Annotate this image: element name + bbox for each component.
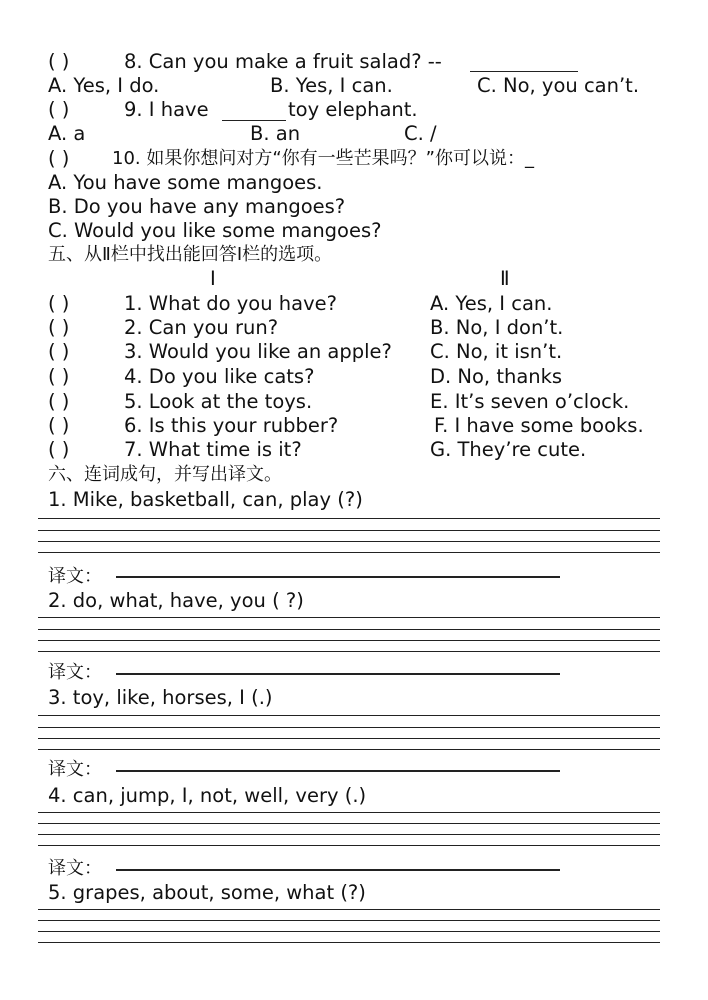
match-answer-e: E. It’s seven o’clock. <box>430 390 630 413</box>
q10-option-b[interactable]: B. Do you have any mangoes? <box>48 195 346 218</box>
translation-line-4[interactable] <box>116 869 560 871</box>
match-paren-7[interactable]: ( ) <box>48 438 70 461</box>
translation-line-3[interactable] <box>116 770 560 772</box>
match-paren-1[interactable]: ( ) <box>48 292 70 315</box>
column-1-header: Ⅰ <box>210 267 216 290</box>
q10-option-a[interactable]: A. You have some mangoes. <box>48 171 323 194</box>
writing-line[interactable] <box>38 942 660 943</box>
match-answer-f: F. I have some books. <box>434 414 644 437</box>
q8-option-a[interactable]: A. Yes, I do. <box>48 74 160 97</box>
writing-line[interactable] <box>38 640 660 641</box>
writing-line[interactable] <box>38 530 660 531</box>
reorder-item-1: 1. Mike, basketball, can, play (?) <box>48 488 363 511</box>
writing-line[interactable] <box>38 920 660 921</box>
translation-line-2[interactable] <box>116 673 560 675</box>
match-answer-b: B. No, I don’t. <box>430 316 564 339</box>
match-answer-a: A. Yes, I can. <box>430 292 553 315</box>
q10-text: 10. 如果你想问对方“你有一些芒果吗？”你可以说：_ <box>112 148 534 169</box>
match-question-2: 2. Can you run? <box>124 316 279 339</box>
writing-line[interactable] <box>38 651 660 652</box>
q9-paren[interactable]: ( ) <box>48 98 70 121</box>
match-question-7: 7. What time is it? <box>124 438 302 461</box>
q9-text-after: toy elephant. <box>288 98 418 121</box>
reorder-item-4: 4. can, jump, I, not, well, very (.) <box>48 784 367 807</box>
match-paren-5[interactable]: ( ) <box>48 390 70 413</box>
translation-label-4: 译文： <box>48 858 102 879</box>
section6-heading: 六、连词成句，并写出译文。 <box>48 464 282 485</box>
writing-line[interactable] <box>38 727 660 728</box>
match-answer-c: C. No, it isn’t. <box>430 340 563 363</box>
match-paren-3[interactable]: ( ) <box>48 340 70 363</box>
reorder-item-3: 3. toy, like, horses, I (.) <box>48 686 273 709</box>
writing-line[interactable] <box>38 909 660 910</box>
q8-answer-blank[interactable] <box>470 53 578 72</box>
q8-option-c[interactable]: C. No, you can’t. <box>477 74 640 97</box>
writing-line[interactable] <box>38 715 660 716</box>
match-answer-d: D. No, thanks <box>430 365 563 388</box>
q10-paren[interactable]: ( ) <box>48 147 70 170</box>
q10-option-c[interactable]: C. Would you like some mangoes? <box>48 219 382 242</box>
writing-line[interactable] <box>38 931 660 932</box>
translation-label-3: 译文： <box>48 759 102 780</box>
match-question-4: 4. Do you like cats? <box>124 365 315 388</box>
match-question-3: 3. Would you like an apple? <box>124 340 392 363</box>
match-question-5: 5. Look at the toys. <box>124 390 313 413</box>
reorder-item-2: 2. do, what, have, you ( ?) <box>48 589 304 612</box>
match-answer-g: G. They’re cute. <box>430 438 587 461</box>
match-paren-2[interactable]: ( ) <box>48 316 70 339</box>
match-question-1: 1. What do you have? <box>124 292 337 315</box>
writing-line[interactable] <box>38 834 660 835</box>
writing-line[interactable] <box>38 518 660 519</box>
q8-text: 8. Can you make a fruit salad? -- <box>124 50 442 73</box>
q9-option-a[interactable]: A. a <box>48 122 86 145</box>
match-paren-6[interactable]: ( ) <box>48 414 70 437</box>
q9-text-before: 9. I have <box>124 98 209 121</box>
section5-heading: 五、从Ⅱ栏中找出能回答Ⅰ栏的选项。 <box>48 244 333 265</box>
writing-line[interactable] <box>38 845 660 846</box>
translation-label-2: 译文： <box>48 662 102 683</box>
writing-line[interactable] <box>38 629 660 630</box>
q9-option-c[interactable]: C. / <box>404 122 437 145</box>
column-2-header: Ⅱ <box>500 267 510 290</box>
writing-line[interactable] <box>38 552 660 553</box>
writing-line[interactable] <box>38 738 660 739</box>
match-question-6: 6. Is this your rubber? <box>124 414 339 437</box>
match-paren-4[interactable]: ( ) <box>48 365 70 388</box>
q9-option-b[interactable]: B. an <box>250 122 301 145</box>
q8-option-b[interactable]: B. Yes, I can. <box>270 74 393 97</box>
writing-line[interactable] <box>38 617 660 618</box>
q9-answer-blank[interactable] <box>222 102 286 121</box>
writing-line[interactable] <box>38 812 660 813</box>
translation-line-1[interactable] <box>116 576 560 578</box>
writing-line[interactable] <box>38 749 660 750</box>
translation-label-1: 译文： <box>48 566 102 587</box>
writing-line[interactable] <box>38 541 660 542</box>
writing-line[interactable] <box>38 823 660 824</box>
reorder-item-5: 5. grapes, about, some, what (?) <box>48 881 366 904</box>
q8-paren[interactable]: ( ) <box>48 50 70 73</box>
